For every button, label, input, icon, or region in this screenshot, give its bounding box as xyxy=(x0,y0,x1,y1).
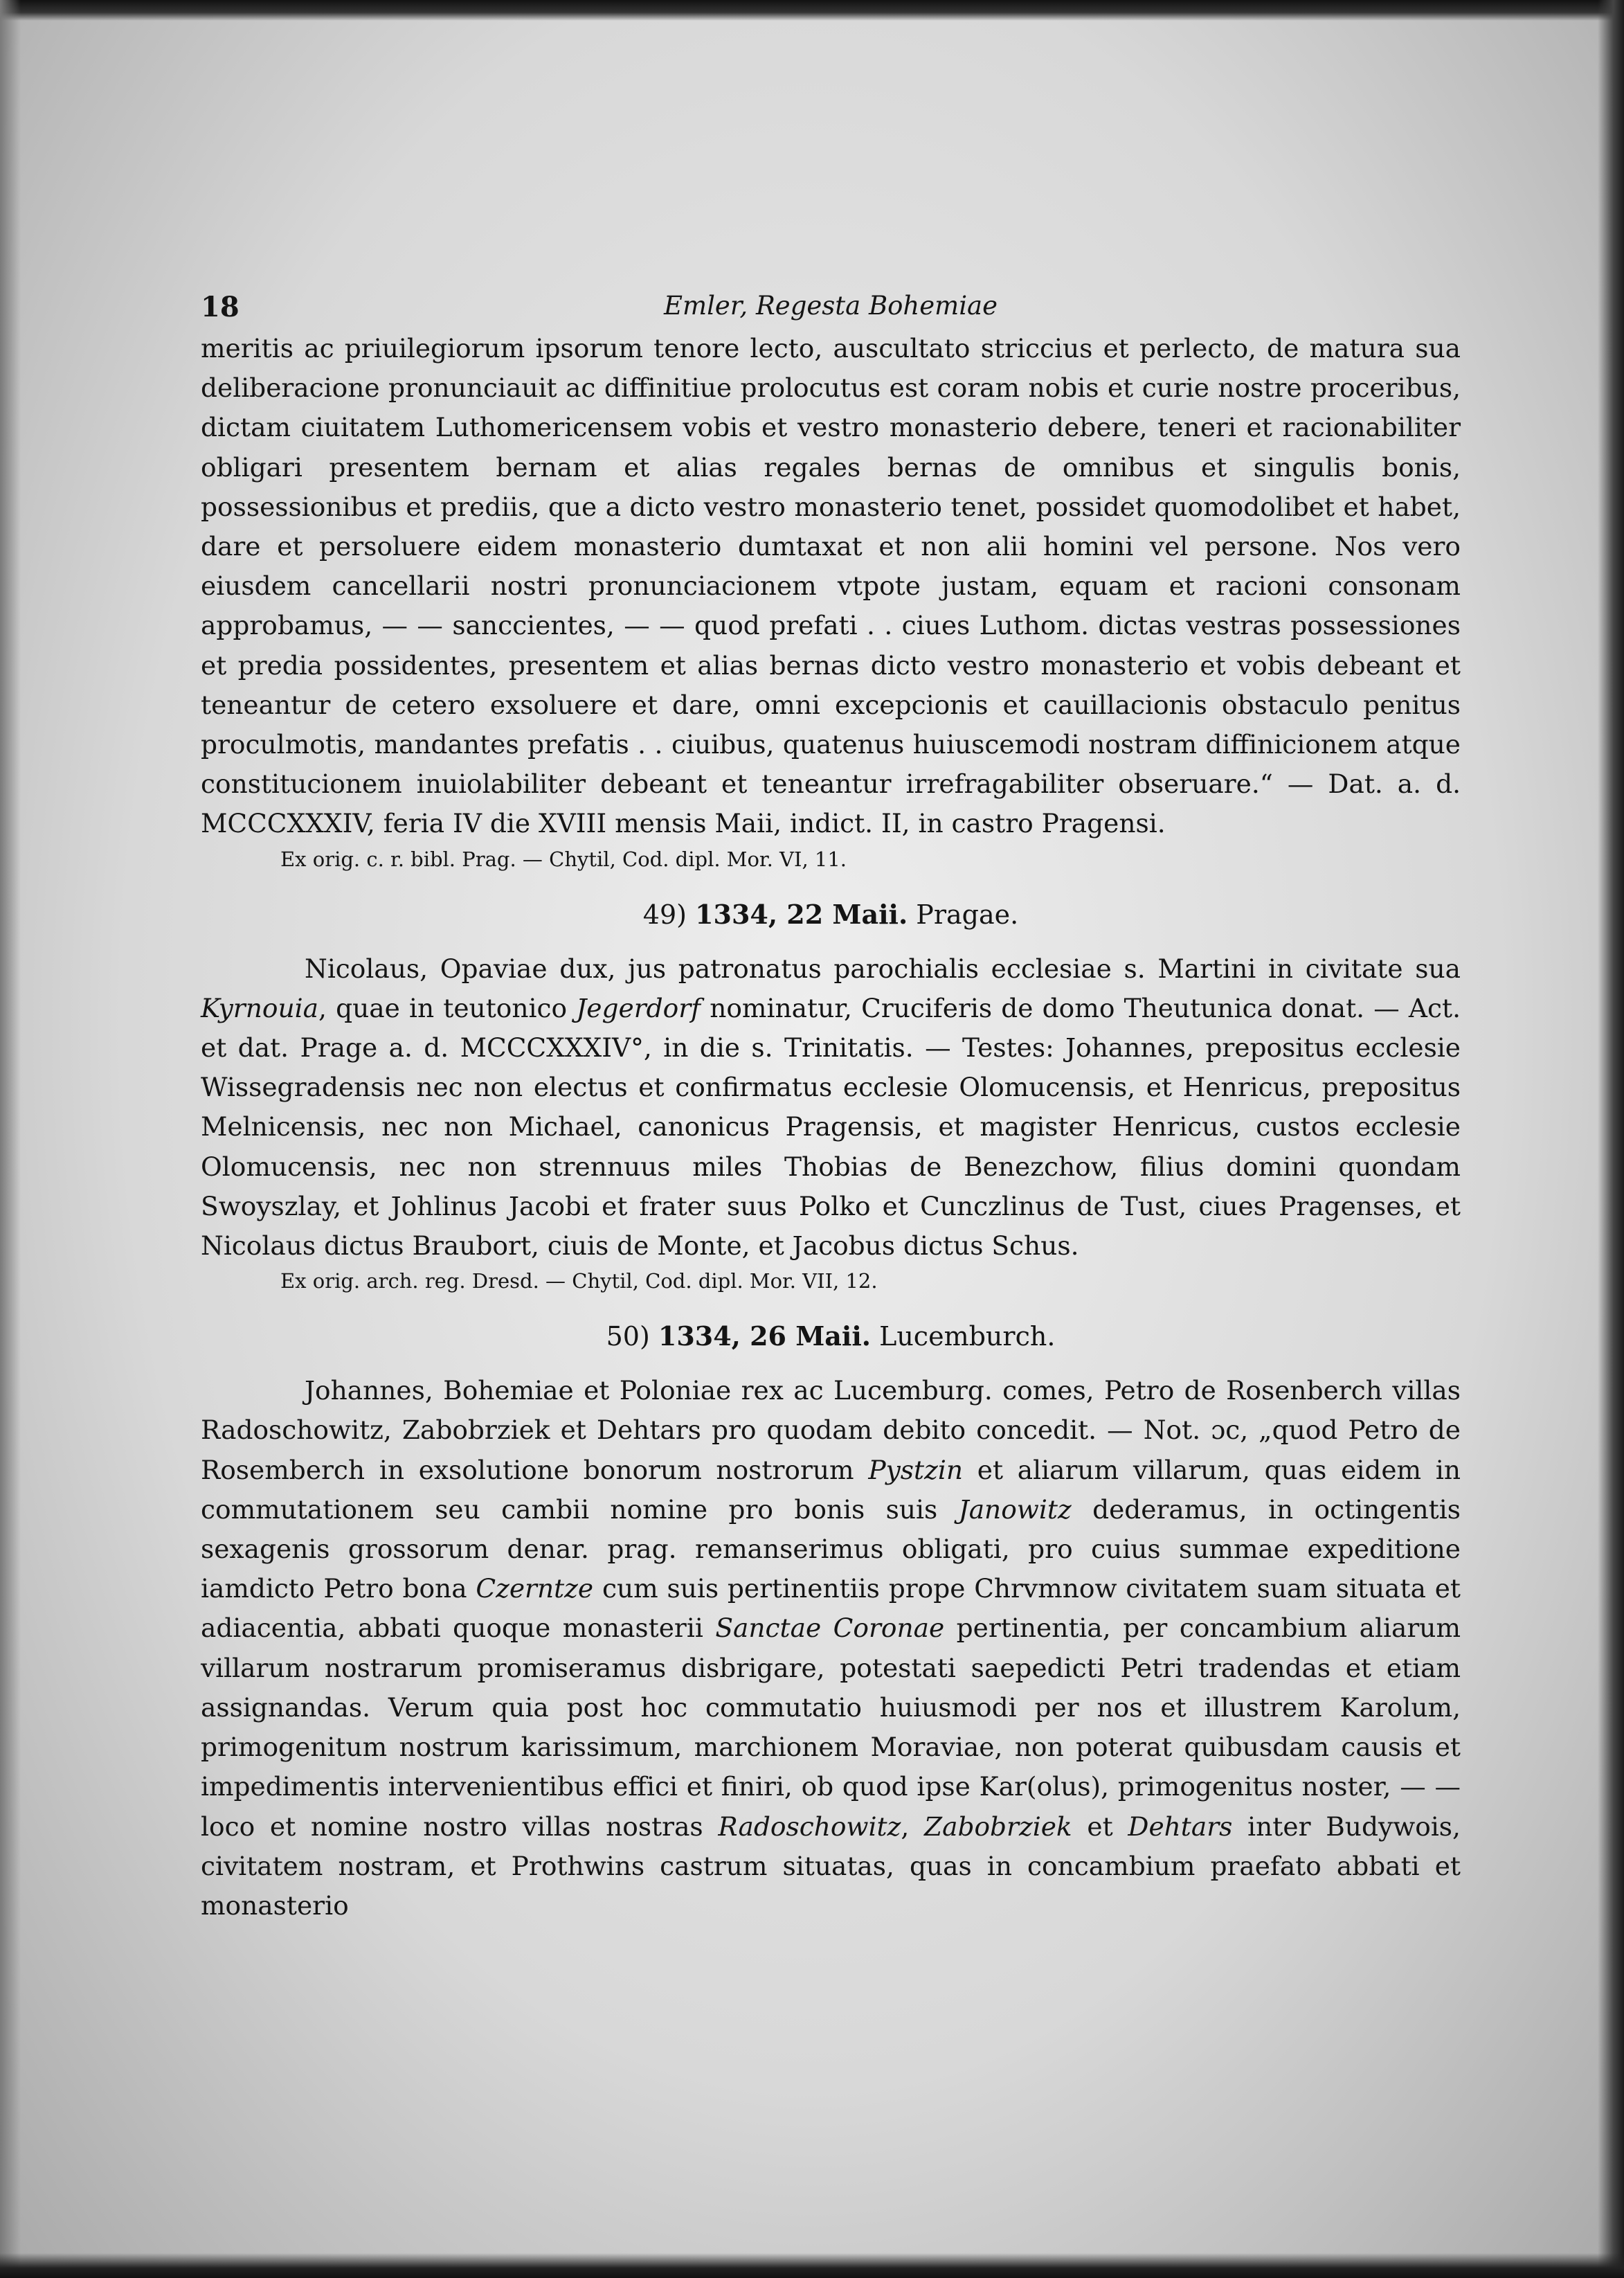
entry-50-text-part-5: pertinentia, per concambium aliarum villarum nostrarum promiseramus disbrigare, potestati saepedicti Petri tradendas et etiam assignandas. Verum quia post hoc commutatio huiusmodi per nos et illustrem Karolum, primogenitum nostrum karissimum, marchionem Moraviae, non poterat quibusdam causis et impedimentis intervenientibus effici et finiri, ob quod ipse Kar(olus), primogenitus noster, — — loco et nomine nostro villas nostras xyxy=(201,1613,1461,1842)
entry-50-text-part-7: et xyxy=(1087,1811,1113,1842)
entry-50-text-part-3: dederamus, in octingentis sexagenis grossorum denar. prag. remanserimus obligati, pro cuius summae expeditione iamdicto Petro bona xyxy=(201,1494,1461,1604)
entry-50-name-sanctae-coronae: Sanctae Coronae xyxy=(715,1613,945,1644)
entry-50-number: 50) xyxy=(606,1321,650,1352)
entry-49-text xyxy=(201,949,1461,1266)
entry-49-date: 1334, 22 Maii. xyxy=(695,898,908,930)
entry-50-place: Lucemburch. xyxy=(879,1321,1056,1352)
entry-49-number: 49) xyxy=(642,899,687,930)
entry-49-text-part-2: , quae in teutonico xyxy=(318,992,568,1023)
entry-50-name-pystzin: Pystzin xyxy=(868,1454,964,1485)
entry-49-name-jegerdorf: Jegerdorf xyxy=(576,992,701,1023)
entry-49-name-kyrnouia: Kyrnouia xyxy=(201,992,318,1023)
entry-50-text-part-2: et aliarum villarum, quas eidem in commutationem seu cambii nomine pro bonis suis xyxy=(201,1454,1461,1525)
entry-50-heading xyxy=(201,1316,1461,1357)
entry-50-text-part-1: Johannes, Bohemiae et Poloniae rex ac Lucemburg. comes, Petro de Rosenberch villas Radoschowitz, Zabobrziek et Dehtars pro quodam debito concedit. — Not. ɔc, „quod Petro de Rosemberch in exsolutione bonorum nostrorum xyxy=(201,1375,1461,1485)
scan-bottom-shadow xyxy=(0,2253,1624,2278)
entry-50-name-zabobrziek: Zabobrziek xyxy=(924,1811,1072,1842)
entry-50-name-dehtars: Dehtars xyxy=(1128,1811,1233,1842)
page-content xyxy=(201,287,1461,1926)
entry-49-text-part-3: nominatur, Cruciferis de domo Theutunica donat. — Act. et dat. Prage a. d. MCCCXXXIV°, in die s. Trinitatis. — Testes: Johannes, prepositus ecclesie Wissegradensis nec non electus et confirmatus ecclesie Olomucensis, et Henricus, prepositus Melnicensis, nec non Michael, canonicus Pragensis, et magister Henricus, custos ecclesie Olomucensis, nec non strennuus miles Thobias de Benezchow, filius domini quondam Swoyszlay, et Johlinus Jacobi et frater suus Polko et Cunczlinus de Tust, ciues Pragenses, et Nicolaus dictus Braubort, ciuis de Monte, et Jacobus dictus Schus. xyxy=(201,992,1461,1262)
entry-49-heading xyxy=(201,894,1461,935)
entry-50-date: 1334, 26 Maii. xyxy=(658,1320,871,1352)
scan-right-shadow xyxy=(1598,0,1624,2278)
scan-left-shadow xyxy=(0,0,21,2278)
scan-top-shadow xyxy=(0,0,1624,21)
entry-50-name-radoschowitz: Radoschowitz xyxy=(718,1811,901,1842)
entry-50-text-part-6: , xyxy=(901,1811,910,1842)
running-head xyxy=(201,287,1461,329)
entry-50-text-part-8: inter Budywois, civitatem nostram, et Prothwins castrum situatas, quas in concambium praefato abbati et monasterio xyxy=(201,1811,1461,1921)
entry-50-text xyxy=(201,1371,1461,1926)
entry-49-text-part-1: Nicolaus, Opaviae dux, jus patronatus parochialis ecclesiae s. Martini in civitate sua xyxy=(305,953,1461,984)
entry-49-place: Pragae. xyxy=(916,899,1019,930)
entry-50-name-janowitz: Janowitz xyxy=(958,1494,1072,1525)
running-title: Emler, Regesta Bohemiae xyxy=(663,291,998,321)
page-number: 18 xyxy=(201,291,240,323)
entry-48-text: meritis ac priuilegiorum ipsorum tenore lecto, auscultato striccius et perlecto, de matura sua deliberacione pronunciauit ac diffinitiue prolocutus est coram nobis et curie nostre proceribus, dictam ciuitatem Luthomericensem vobis et vestro monasterio debere, teneri et racionabiliter obligari presentem bernam et alias regales bernas de omnibus et singulis bonis, possessionibus et prediis, que a dicto vestro monasterio tenet, possidet quomodolibet et habet, dare et persoluere eidem monasterio dumtaxat et non alii homini vel persone. Nos vero eiusdem cancellarii nostri pronunciacionem vtpote justam, equam et racioni consonam approbamus, — — sanccientes, — — quod prefati . . ciues Luthom. dictas vestras possessiones et predia possidentes, presentem et alias bernas dicto vestro monasterio et vobis debeant et teneantur de cetero exsoluere et dare, omni excepcionis et cauillacionis obstaculo penitus proculmotis, mandantes prefatis . . ciuibus, quatenus huiuscemodi nostram diffinicionem atque constitucionem inuiolabiliter debeant et teneantur irrefragabiliter obseruare.“ — Dat. a. d. MCCCXXXIV, feria IV die XVIII mensis Maii, indict. II, in castro Pragensi. xyxy=(201,333,1461,839)
entry-50-name-czerntze: Czerntze xyxy=(476,1573,594,1604)
entry-49-source: Ex orig. arch. reg. Dresd. — Chytil, Cod. dipl. Mor. VII, 12. xyxy=(280,1269,878,1293)
entry-48-source: Ex orig. c. r. bibl. Prag. — Chytil, Cod. dipl. Mor. VI, 11. xyxy=(280,847,847,871)
entry-50-text-part-4: cum suis pertinentiis prope Chrvmnow civitatem suam situata et adiacentia, abbati quoque monasterii xyxy=(201,1573,1461,1644)
